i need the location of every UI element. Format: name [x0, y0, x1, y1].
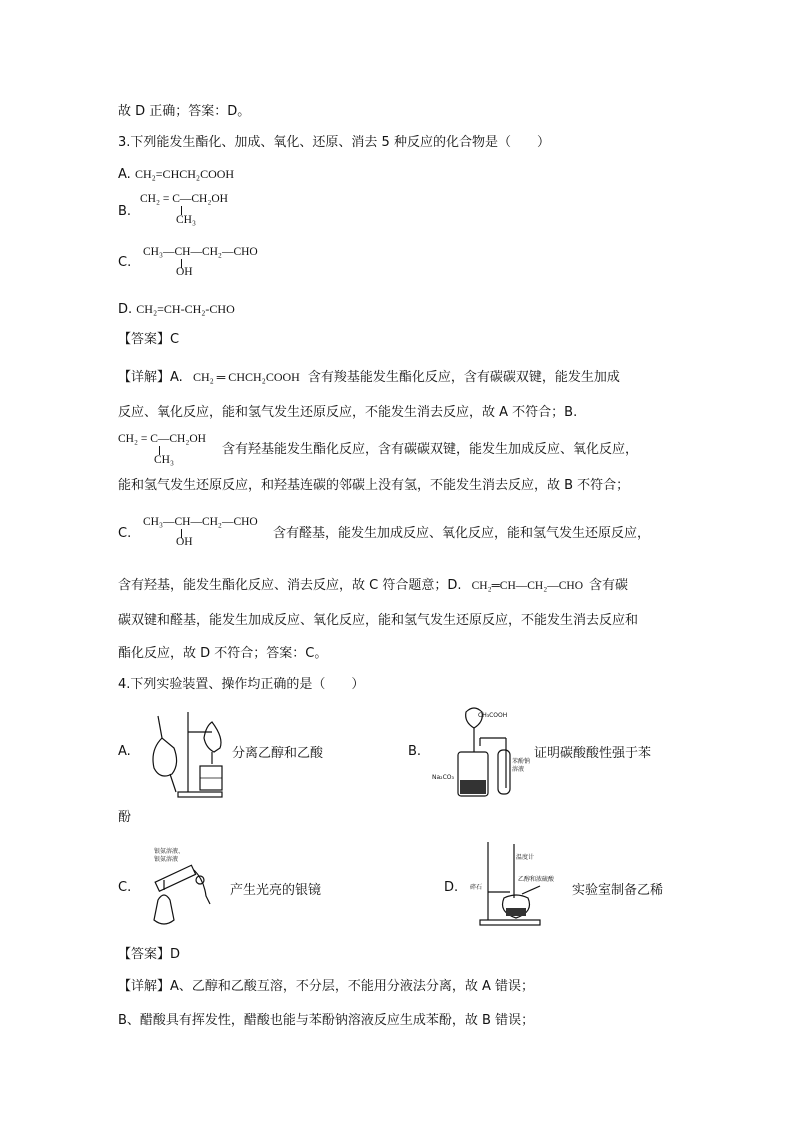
q4-detail-a: 【详解】A、乙醇和乙酸互溶，不分层，不能用分液法分离，故 A 错误； [118, 979, 535, 994]
q3-detail-b-main-chain: CH₂ = C—CH₂OH [118, 433, 206, 445]
q4-option-b-prefix: B. [408, 744, 422, 759]
q3-detail-line5: 含有醛基，能发生加成反应、氧化反应，能和氢气发生还原反应， [273, 526, 651, 541]
q3-option-c-structure [143, 246, 283, 282]
q3-option-a-prefix: A. [118, 167, 135, 182]
prev-answer-line: 故 D 正确；答案：D。 [118, 104, 251, 119]
d-fig-stone-label: 碎石 [470, 884, 483, 891]
b-fig-carbonate-label: Na₂CO₃ [432, 774, 454, 781]
q4-answer: 【答案】D [118, 947, 181, 962]
q4-option-b-label: 证明碳酸酸性强于苯 [534, 746, 652, 761]
q4-option-c-prefix: C. [118, 880, 132, 895]
c-fig-label2: 银氨溶液 [154, 856, 179, 863]
q3-detail-line1 [118, 368, 620, 387]
q3-option-b-structure [140, 193, 280, 229]
b-fig-acid-label: CH₃COOH [478, 712, 508, 719]
b-fig-phenolate-label1: 苯酚钠 [512, 758, 531, 765]
b-fig-phenolate-label2: 溶液 [512, 766, 525, 773]
q3-detail-tag: 【详解】 [118, 370, 171, 385]
q3-option-b-prefix: B. [118, 204, 132, 219]
q3-c-main-chain: CH₃—CH—CH₂—CHO [143, 246, 258, 258]
q3-detail-line1-text: 含有羧基能发生酯化反应，含有碳碳双键，能发生加成 [307, 370, 620, 385]
q3-detail-line6 [118, 577, 628, 595]
q3-detail-b-structure [118, 433, 228, 469]
q3-detail-c-main-chain: CH₃—CH—CH₂—CHO [143, 516, 258, 528]
q3-detail-c-label: C. [118, 526, 132, 541]
q3-detail-d-formula: CH₂═CH—CH₂—CHO [471, 580, 584, 592]
q4-detail-b: B、醋酸具有挥发性，醋酸也能与苯酚钠溶液反应生成苯酚，故 B 错误； [118, 1013, 535, 1028]
q3-detail-a-formula: CH₂ ═ CHCH₂COOH [192, 370, 300, 384]
d-fig-thermometer-label: 温度计 [516, 854, 535, 861]
q4-option-d-label: 实验室制备乙稀 [572, 883, 664, 898]
q4-option-a-prefix: A. [118, 744, 131, 759]
q3-option-c-prefix: C. [118, 255, 132, 270]
q3-option-d [118, 300, 235, 319]
c-fig-label1: 银氨溶液、 [154, 848, 185, 855]
q3-option-a-formula: CH₂=CHCH₂COOH [134, 167, 235, 181]
q3-answer: 【答案】C [118, 332, 180, 347]
q3-b-main-chain: CH₂ = C—CH₂OH [140, 193, 228, 205]
q4-option-d-prefix: D. [444, 880, 459, 895]
q4-option-a-label: 分离乙醇和乙酸 [232, 746, 324, 761]
q3-option-d-prefix: D. [118, 302, 137, 317]
q4-option-c-label: 产生光亮的银镜 [230, 883, 322, 898]
q3-detail-line6-tail: 含有碳 [589, 578, 629, 593]
q3-detail-line7: 碳双键和醛基，能发生加成反应、氧化反应，能和氢气发生还原反应，不能发生消去反应和 [118, 613, 639, 628]
separatory-funnel-figure [140, 708, 232, 800]
silver-mirror-figure [144, 840, 234, 930]
q3-detail-line3: 含有羟基能发生酯化反应，含有碳碳双键，能发生加成反应、氧化反应， [222, 442, 639, 457]
q3-option-a [118, 165, 234, 184]
q3-stem: 3.下列能发生酯化、加成、氧化、还原、消去 5 种反应的化合物是（ ） [118, 135, 550, 150]
q3-detail-c-structure [143, 516, 283, 552]
q4-option-b-label-wrap: 酚 [118, 810, 132, 825]
q3-detail-line8: 酯化反应，故 D 不符合；答案：C。 [118, 646, 328, 661]
q3-detail-a-label: A. [170, 370, 183, 385]
q3-detail-line6-text: 含有羟基，能发生酯化反应、消去反应，故 C 符合题意；D. [118, 578, 462, 593]
d-fig-mixture-label: 乙醇和浓硫酸 [518, 876, 555, 883]
q3-option-d-formula: CH₂=CH-CH₂-CHO [136, 302, 235, 316]
q3-b-branch: CH₃ [176, 214, 196, 226]
q3-c-branch: OH [176, 266, 193, 278]
carbonic-acid-phenol-figure [428, 702, 531, 802]
ethylene-prep-figure [470, 838, 558, 928]
q4-stem: 4.下列实验装置、操作均正确的是（ ） [118, 677, 365, 692]
q3-detail-line4: 能和氢气发生还原反应，和羟基连碳的邻碳上没有氢，不能发生消去反应，故 B 不符合； [118, 478, 630, 493]
q3-detail-line2: 反应、氧化反应，能和氢气发生还原反应，不能发生消去反应，故 A 不符合；B. [118, 405, 578, 420]
q3-detail-c-branch: OH [176, 536, 193, 548]
q3-detail-b-branch: CH₃ [154, 454, 174, 466]
